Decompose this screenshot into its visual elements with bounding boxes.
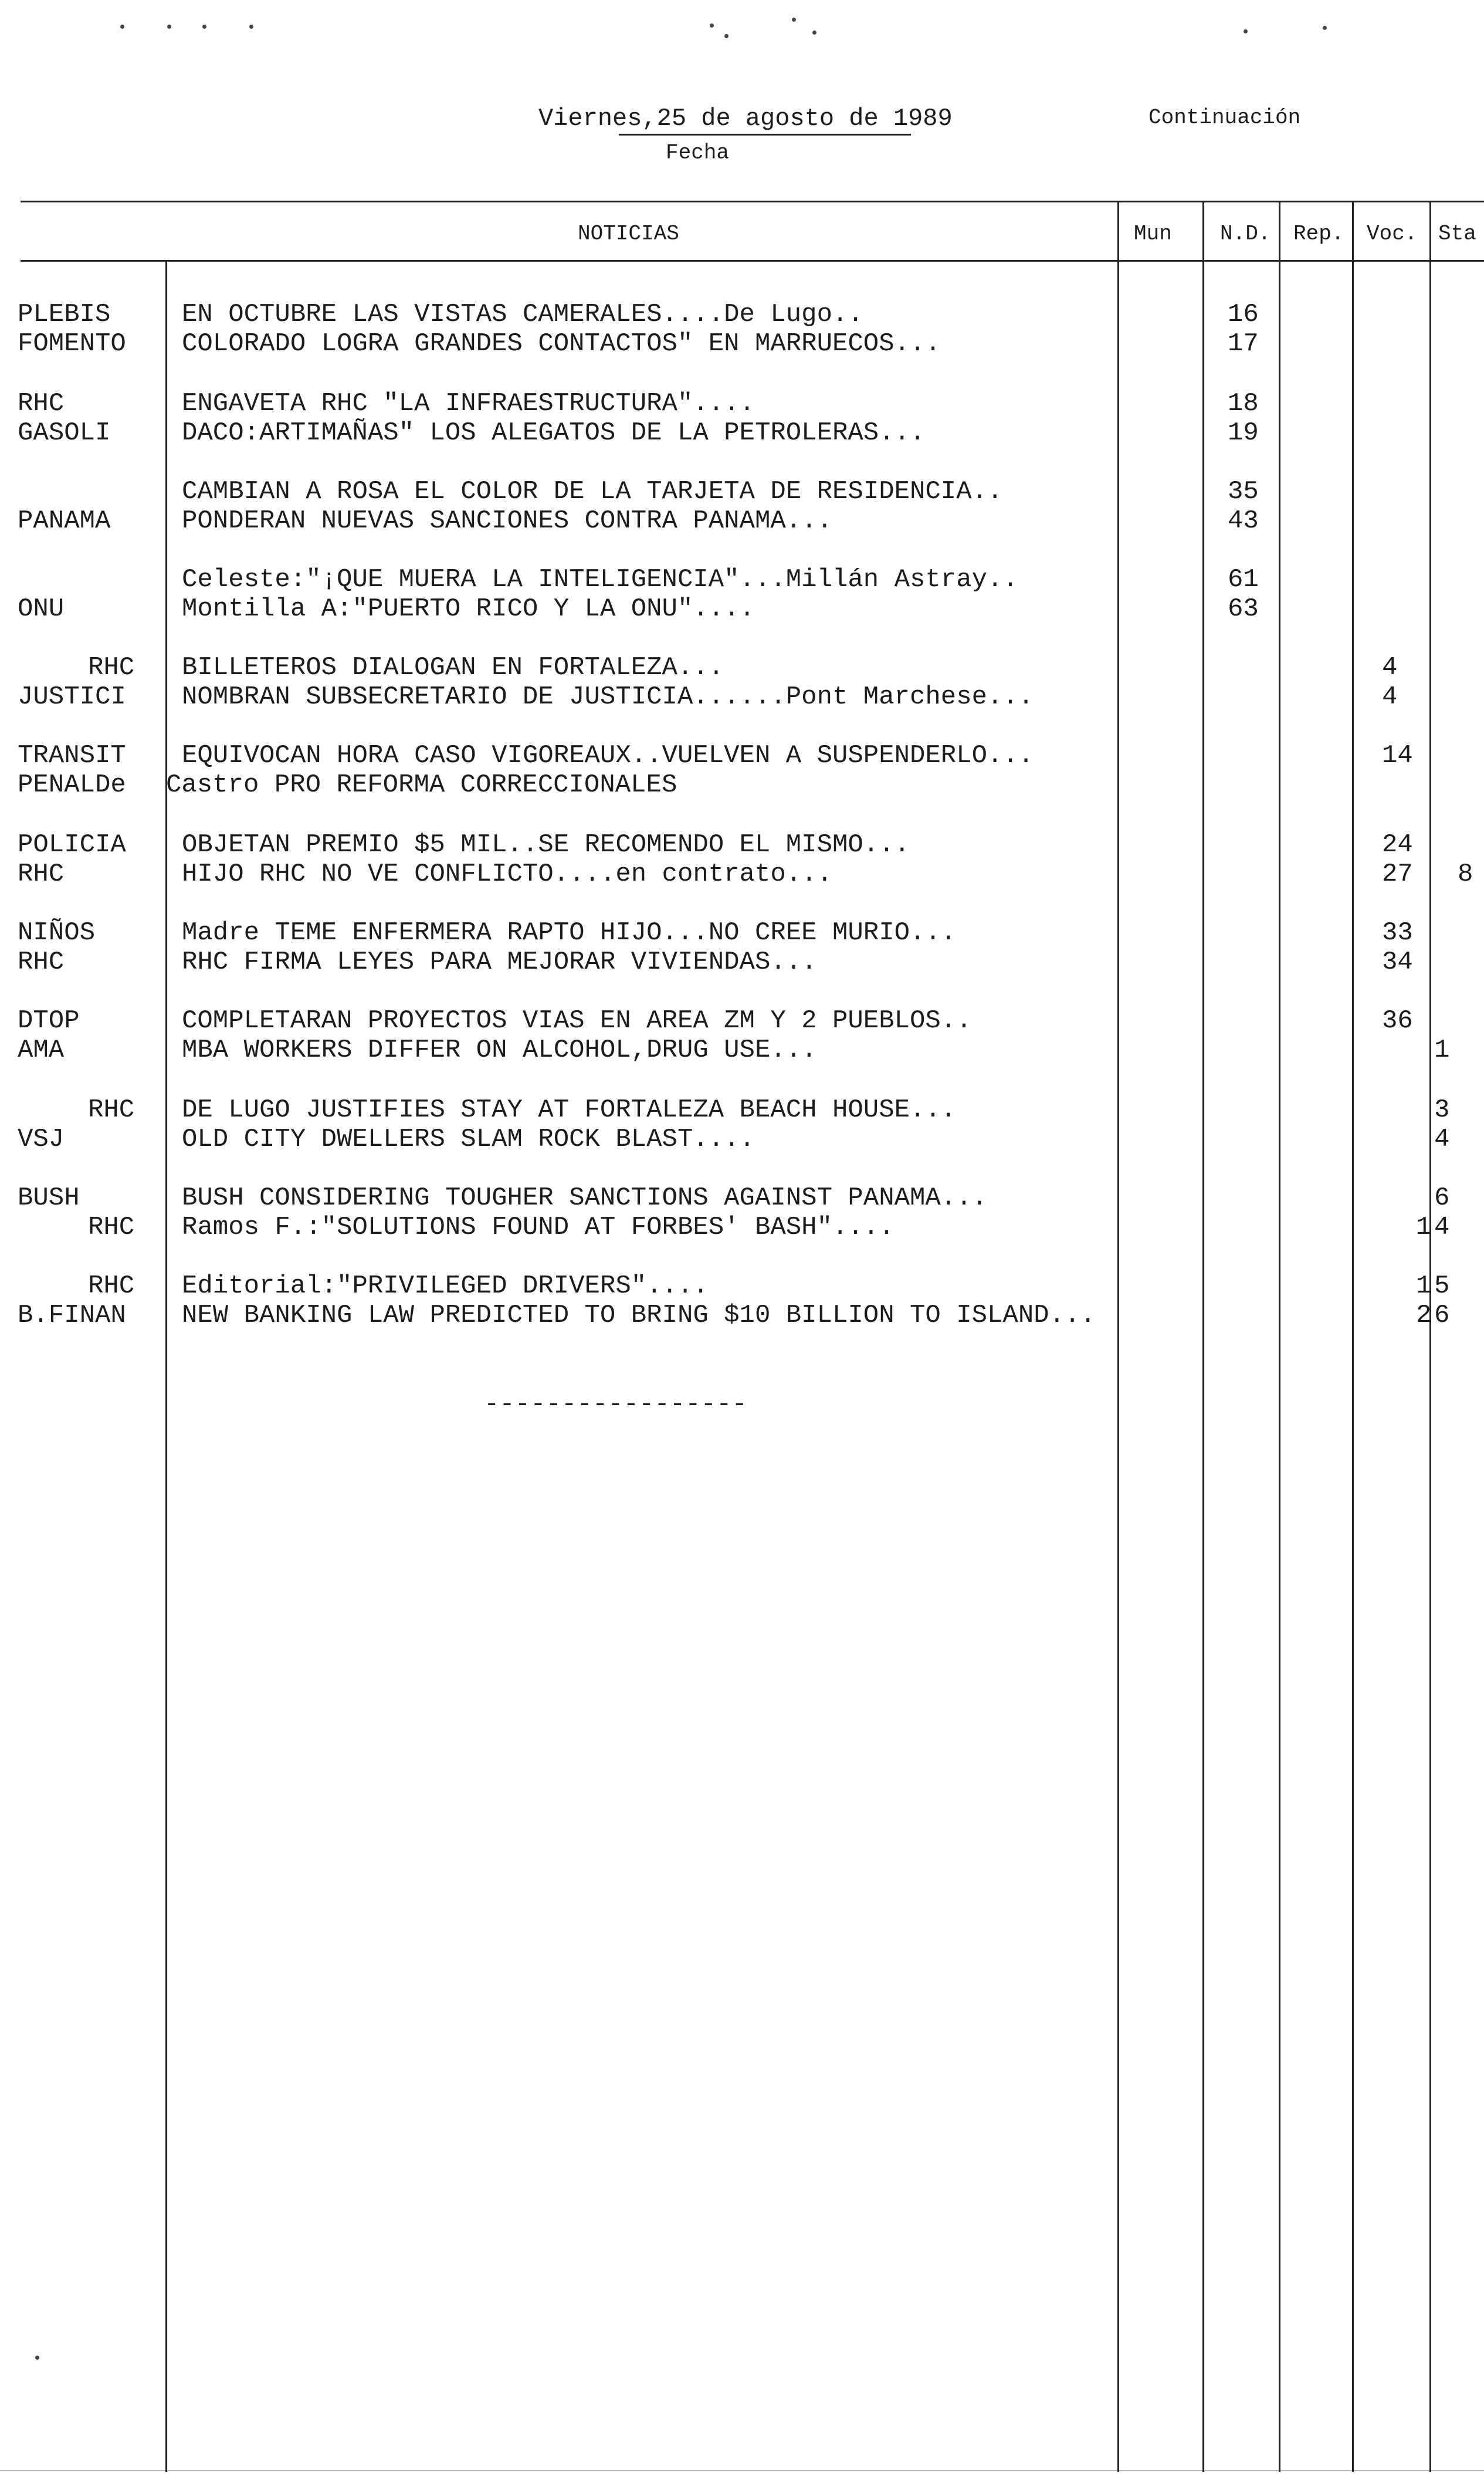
- row-headline: OLD CITY DWELLERS SLAM ROCK BLAST....: [182, 1125, 755, 1154]
- row-nd: 17: [1228, 329, 1259, 358]
- column-divider: [1117, 202, 1119, 2472]
- row-headline: MBA WORKERS DIFFER ON ALCOHOL,DRUG USE...: [182, 1036, 817, 1065]
- row-star: 5: [1434, 1271, 1450, 1301]
- row-category: TRANSIT: [18, 741, 126, 770]
- row-category: RHC: [18, 860, 65, 889]
- row-headline: Montilla A:"PUERTO RICO Y LA ONU"....: [182, 594, 755, 624]
- row-voc: 2: [1416, 1301, 1432, 1330]
- date-label: Fecha: [666, 141, 730, 165]
- row-star: 3: [1434, 1095, 1450, 1125]
- row-category: RHC: [18, 389, 65, 418]
- row-nd: 18: [1228, 389, 1259, 418]
- row-headline: NEW BANKING LAW PREDICTED TO BRING $10 BILLION TO ISLAND...: [182, 1301, 1096, 1330]
- column-divider: [1429, 202, 1431, 2472]
- row-voc: 34: [1382, 948, 1413, 977]
- row-category: RHC: [88, 1271, 135, 1301]
- row-star: 4: [1434, 1125, 1450, 1154]
- row-category: ONU: [18, 594, 65, 624]
- column-header-mun: Mun: [1134, 222, 1172, 246]
- row-category: PENALDe: [18, 770, 126, 800]
- row-voc: 36: [1382, 1006, 1413, 1036]
- row-headline: EN OCTUBRE LAS VISTAS CAMERALES....De Lugo..: [182, 300, 863, 329]
- row-category: PLEBIS: [18, 300, 111, 329]
- column-header-nd: N.D.: [1220, 222, 1271, 246]
- row-headline: CAMBIAN A ROSA EL COLOR DE LA TARJETA DE RESIDENCIA..: [182, 477, 1003, 506]
- row-headline: PONDERAN NUEVAS SANCIONES CONTRA PANAMA...: [182, 506, 832, 536]
- row-headline: Celeste:"¡QUE MUERA LA INTELIGENCIA"...Millán Astray..: [182, 565, 1018, 594]
- row-nd: 63: [1228, 594, 1259, 624]
- row-headline: DE LUGO JUSTIFIES STAY AT FORTALEZA BEACH HOUSE...: [182, 1095, 957, 1125]
- row-category: RHC: [88, 1095, 135, 1125]
- column-header-rep: Rep.: [1293, 222, 1344, 246]
- row-category: BUSH: [18, 1183, 80, 1213]
- row-nd: 16: [1228, 300, 1259, 329]
- row-voc: 1: [1416, 1271, 1432, 1301]
- row-star: 8: [1458, 860, 1473, 889]
- column-divider: [1202, 202, 1204, 2472]
- row-category: AMA: [18, 1036, 65, 1065]
- row-nd: 35: [1228, 477, 1259, 506]
- row-headline: HIJO RHC NO VE CONFLICTO....en contrato...: [182, 860, 832, 889]
- row-category: DTOP: [18, 1006, 80, 1036]
- row-headline: COLORADO LOGRA GRANDES CONTACTOS" EN MARRUECOS...: [182, 329, 941, 358]
- row-headline: Editorial:"PRIVILEGED DRIVERS"....: [182, 1271, 709, 1301]
- row-category: NIÑOS: [18, 918, 96, 948]
- table-header-rule: [21, 260, 1484, 262]
- row-category: RHC: [88, 1213, 135, 1242]
- report-date: Viernes,25 de agosto de 1989: [538, 104, 953, 133]
- column-header-voc: Voc.: [1367, 222, 1418, 246]
- row-star: 6: [1434, 1183, 1450, 1213]
- row-category: RHC: [88, 653, 135, 682]
- row-headline: Ramos F.:"SOLUTIONS FOUND AT FORBES' BASH"....: [182, 1213, 895, 1242]
- row-nd: 19: [1228, 418, 1259, 448]
- row-headline: Madre TEME ENFERMERA RAPTO HIJO...NO CREE MURIO...: [182, 918, 957, 948]
- row-headline: ENGAVETA RHC "LA INFRAESTRUCTURA"....: [182, 389, 755, 418]
- row-star: 4: [1434, 1213, 1450, 1242]
- row-category: PANAMA: [18, 506, 111, 536]
- row-headline: BILLETEROS DIALOGAN EN FORTALEZA...: [182, 653, 724, 682]
- row-headline: BUSH CONSIDERING TOUGHER SANCTIONS AGAINST PANAMA...: [182, 1183, 988, 1213]
- column-header-star: Sta: [1438, 222, 1476, 246]
- row-star: 6: [1434, 1301, 1450, 1330]
- continuation-label: Continuación: [1148, 106, 1301, 130]
- row-category: GASOLI: [18, 418, 111, 448]
- column-divider: [1279, 202, 1280, 2472]
- date-underline: [619, 134, 911, 136]
- table-top-rule: [21, 201, 1484, 202]
- row-voc: 14: [1382, 741, 1413, 770]
- row-voc: 4: [1382, 653, 1398, 682]
- row-nd: 61: [1228, 565, 1259, 594]
- row-category: FOMENTO: [18, 329, 126, 358]
- row-headline: Castro PRO REFORMA CORRECCIONALES: [166, 770, 677, 800]
- row-category: VSJ: [18, 1125, 65, 1154]
- row-headline: EQUIVOCAN HORA CASO VIGOREAUX..VUELVEN A SUSPENDERLO...: [182, 741, 1034, 770]
- row-star: 1: [1434, 1036, 1450, 1065]
- row-nd: 43: [1228, 506, 1259, 536]
- row-voc: 1: [1416, 1213, 1432, 1242]
- row-voc: 4: [1382, 682, 1398, 712]
- row-category: B.FINAN: [18, 1301, 126, 1330]
- row-headline: COMPLETARAN PROYECTOS VIAS EN AREA ZM Y 2 PUEBLOS..: [182, 1006, 972, 1036]
- row-headline: RHC FIRMA LEYES PARA MEJORAR VIVIENDAS...: [182, 948, 817, 977]
- row-category: RHC: [18, 948, 65, 977]
- column-header-noticias: NOTICIAS: [578, 222, 679, 246]
- row-category: JUSTICI: [18, 682, 126, 712]
- end-marker: -----------------: [484, 1390, 747, 1419]
- row-voc: 24: [1382, 830, 1413, 860]
- row-headline: NOMBRAN SUBSECRETARIO DE JUSTICIA......Pont Marchese...: [182, 682, 1034, 712]
- column-divider: [1352, 202, 1354, 2472]
- row-category: POLICIA: [18, 830, 126, 860]
- row-voc: 33: [1382, 918, 1413, 948]
- column-divider: [165, 260, 167, 2472]
- row-headline: DACO:ARTIMAÑAS" LOS ALEGATOS DE LA PETROLERAS...: [182, 418, 926, 448]
- row-voc: 27: [1382, 860, 1413, 889]
- row-headline: OBJETAN PREMIO $5 MIL..SE RECOMENDO EL MISMO...: [182, 830, 910, 860]
